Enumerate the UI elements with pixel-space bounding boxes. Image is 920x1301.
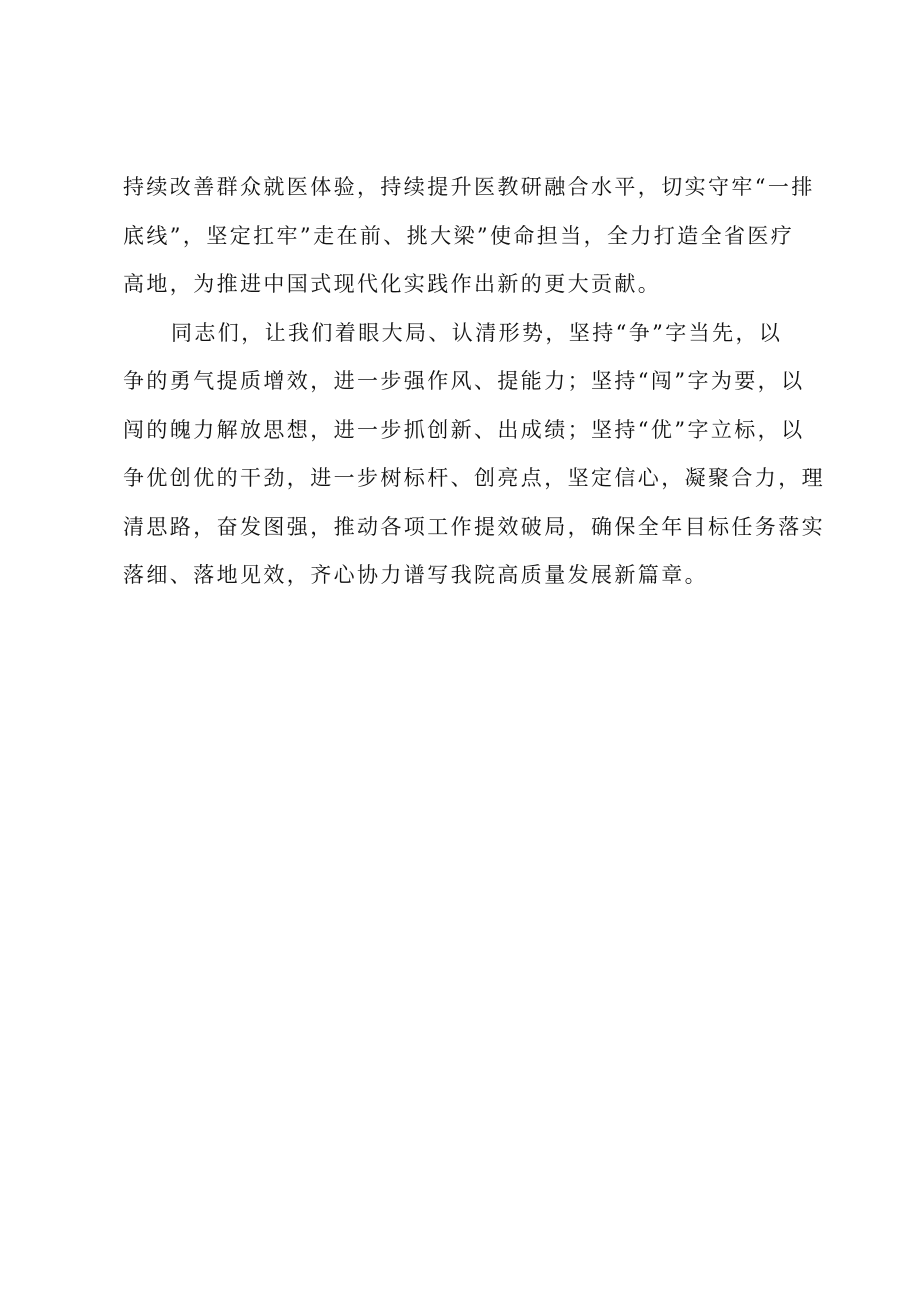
text-line: 闯的魄力解放思想，进一步抓创新、出成绩；坚持“优”字立标，以 <box>123 417 805 442</box>
text-line: 争的勇气提质增效，进一步强作风、提能力；坚持“闯”字为要，以 <box>123 369 805 393</box>
body-text <box>123 163 825 600</box>
text-line: 落细、落地见效，齐心协力谱写我院高质量发展新篇章。 <box>123 563 708 587</box>
text-line: 同志们，让我们着眼大局、认清形势，坚持“争”字当先，以 <box>171 320 783 345</box>
text-line: 清思路，奋发图强，推动各项工作提效破局，确保全年目标任务落实 <box>123 514 825 539</box>
text-line: 底线”，坚定扛牢”走在前、挑大梁”使命担当，全力打造全省医疗 <box>123 223 795 248</box>
text-line: 持续改善群众就医体验，持续提升医教研融合水平，切实守牢“一排 <box>123 175 815 199</box>
text-line: 争优创优的干劲，进一步树标杆、创亮点，坚定信心，凝聚合力，理 <box>123 466 825 490</box>
text-line: 高地，为推进中国式现代化实践作出新的更大贡献。 <box>123 272 662 296</box>
